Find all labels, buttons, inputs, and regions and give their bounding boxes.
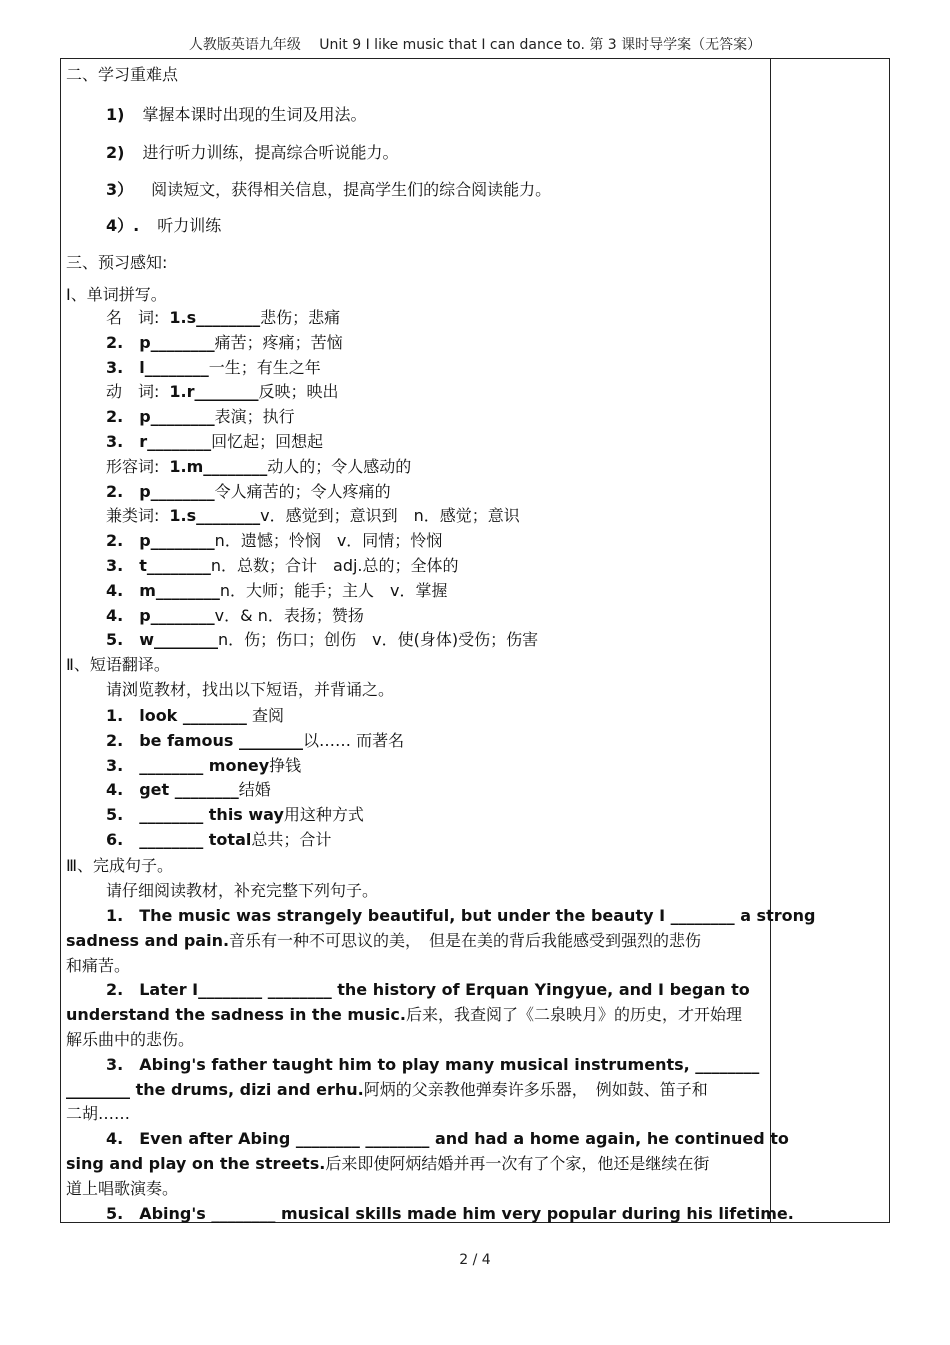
- word-blank: 2. p________: [106, 531, 215, 551]
- phrase-item: [106, 730, 404, 752]
- word-spelling-item: [106, 406, 295, 428]
- sentence-line: [66, 1079, 708, 1101]
- part-title: Ⅱ、短语翻译。: [66, 655, 170, 674]
- phrase-blank: 2. be famous ________: [106, 730, 303, 750]
- word-blank: 3. l________: [106, 357, 209, 377]
- key-point-item: [106, 104, 366, 126]
- word-meaning: 回忆起；回想起: [211, 432, 324, 451]
- word-blank: 2. p________: [106, 332, 215, 352]
- sentence-chinese: 二胡……: [66, 1104, 131, 1124]
- sentence-english: ________ the drums, dizi and erhu.: [66, 1079, 364, 1099]
- sentence-chinese: 解乐曲中的悲伤。: [66, 1030, 195, 1049]
- sentence-line: [66, 955, 130, 977]
- phrase-meaning: 总共；合计: [251, 830, 332, 849]
- word-spelling-item: [106, 307, 340, 329]
- part-title: Ⅲ、完成句子。: [66, 856, 174, 875]
- table-column-divider: [770, 58, 771, 1223]
- part-2-title: [66, 654, 170, 676]
- phrase-item: [106, 755, 301, 777]
- phrase-meaning: 查阅: [246, 706, 284, 725]
- word-blank: 5. w________: [106, 630, 218, 650]
- word-spelling-item: [106, 580, 448, 602]
- section-title: 三、预习感知:: [66, 253, 168, 272]
- part-2-intro: [106, 679, 394, 701]
- item-number: 1): [106, 105, 125, 124]
- phrase-blank: 3. ________ money: [106, 755, 270, 775]
- word-spelling-item: [106, 357, 321, 379]
- word-spelling-item: [106, 481, 391, 503]
- item-text: 掌握本课时出现的生词及用法。: [142, 105, 367, 124]
- sentence-chinese: 音乐有一种不可思议的美， 但是在美的背后我能感受到强烈的悲伤: [229, 930, 702, 950]
- word-blank: 4. m________: [106, 580, 220, 600]
- word-meaning: n．遗憾；怜悯 v．同情；怜悯: [214, 531, 443, 551]
- word-meaning: 痛苦；疼痛；苦恼: [214, 332, 343, 352]
- part-3-title: [66, 855, 173, 877]
- section-3-title: [66, 252, 167, 274]
- item-text: 听力训练: [157, 216, 222, 235]
- word-category: 兼类词:: [106, 506, 160, 526]
- word-meaning: 令人痛苦的；令人疼痛的: [214, 481, 391, 501]
- sentence-english: 1. The music was strangely beautiful, but under the beauty I ________ a strong: [106, 906, 816, 925]
- sentence-english: understand the sadness in the music.: [66, 1005, 406, 1025]
- word-meaning: v．感觉到；意识到 n．感觉；意识: [260, 506, 520, 526]
- word-spelling-item: [106, 505, 520, 527]
- phrase-meaning: 结婚: [238, 780, 271, 800]
- word-blank: 3. r________: [106, 432, 212, 451]
- word-spelling-item: [106, 381, 339, 403]
- page-header: 人教版英语九年级 Unit 9 I like music that I can dance to. 第 3 课时导学案（无答案）: [188, 37, 762, 53]
- word-meaning: 动人的；令人感动的: [267, 456, 412, 476]
- phrase-blank: 1. look ________: [106, 706, 247, 725]
- sentence-chinese: 后来即使阿炳结婚并再一次有了个家，他还是继续在街: [325, 1154, 710, 1173]
- word-spelling-item: [106, 555, 459, 577]
- word-meaning: v．& n．表扬；赞扬: [214, 605, 364, 625]
- sentence-english: 2. Later I________ ________ the history of Erquan Yingyue, and I began to: [106, 980, 750, 1000]
- sentence-line: [66, 1153, 709, 1175]
- sentence-line: [106, 979, 750, 1001]
- word-spelling-item: [106, 456, 411, 478]
- word-blank: 1.s________: [169, 506, 261, 526]
- sentence-english: sing and play on the streets.: [66, 1154, 326, 1173]
- word-meaning: 一生；有生之年: [208, 357, 321, 377]
- word-blank: 2. p________: [106, 481, 215, 501]
- sentence-line: [106, 1128, 789, 1150]
- word-blank: 1.r________: [169, 382, 259, 402]
- sentence-english: sadness and pain.: [66, 930, 230, 950]
- word-blank: 1.m________: [169, 456, 268, 476]
- phrase-meaning: 以…… 而著名: [303, 730, 405, 750]
- part-intro: 请仔细阅读教材，补充完整下列句子。: [106, 881, 379, 900]
- section-2-title: [66, 64, 178, 86]
- phrase-blank: 5. ________ this way: [106, 805, 284, 825]
- key-point-item: [106, 142, 398, 164]
- word-meaning: n．总数；合计 adj.总的；全体的: [210, 556, 459, 575]
- sentence-line: [66, 930, 701, 952]
- phrase-item: [106, 705, 284, 727]
- word-blank: 1.s________: [169, 308, 261, 327]
- phrase-item: [106, 804, 364, 826]
- sentence-english: 3. Abing's father taught him to play many musical instruments, ________: [106, 1054, 760, 1074]
- word-spelling-item: [106, 629, 538, 651]
- sentence-line: [66, 1004, 742, 1026]
- word-meaning: n．伤；伤口；创伤 v．使(身体)受伤；伤害: [218, 630, 539, 650]
- word-spelling-item: [106, 605, 364, 627]
- sentence-chinese: 阿炳的父亲教他弹奏许多乐器， 例如鼓、笛子和: [363, 1079, 708, 1099]
- sentence-english: 5. Abing's ________ musical skills made him very popular during his lifetime.: [106, 1203, 794, 1223]
- item-number: 4）.: [106, 216, 140, 235]
- part-title: Ⅰ、单词拼写。: [66, 285, 167, 304]
- part-intro: 请浏览教材，找出以下短语，并背诵之。: [106, 680, 395, 699]
- sentence-chinese: 道上唱歌演奏。: [66, 1178, 179, 1198]
- word-meaning: 表演；执行: [214, 407, 295, 427]
- page-number: 2 / 4: [459, 1252, 491, 1268]
- item-text: 阅读短文，获得相关信息，提高学生们的综合阅读能力。: [151, 180, 552, 199]
- word-blank: 2. p________: [106, 407, 215, 427]
- item-number: 3）: [106, 180, 134, 199]
- word-category: 名 词:: [106, 308, 160, 327]
- sentence-line: [66, 1178, 178, 1200]
- phrase-meaning: 挣钱: [269, 755, 302, 775]
- sentence-line: [106, 905, 815, 927]
- phrase-meaning: 用这种方式: [283, 805, 364, 825]
- word-category: 形容词:: [106, 456, 160, 476]
- word-spelling-item: [106, 431, 323, 453]
- phrase-blank: 6. ________ total: [106, 830, 252, 849]
- word-category: 动 词:: [106, 382, 160, 402]
- word-meaning: 反映；映出: [258, 382, 339, 402]
- key-point-item: [106, 215, 221, 237]
- sentence-line: [106, 1203, 794, 1225]
- word-spelling-item: [106, 530, 442, 552]
- part-1-title: [66, 284, 167, 306]
- part-3-intro: [106, 880, 378, 902]
- sentence-chinese: 后来，我查阅了《二泉映月》的历史，才开始理: [406, 1005, 743, 1025]
- phrase-blank: 4. get ________: [106, 780, 239, 800]
- sentence-english: 4. Even after Abing ________ ________ and had a home again, he continued to: [106, 1129, 789, 1149]
- sentence-chinese: 和痛苦。: [66, 955, 131, 975]
- phrase-item: [106, 829, 331, 851]
- sentence-line: [106, 1054, 759, 1076]
- word-blank: 4. p________: [106, 605, 215, 625]
- section-title: 二、学习重难点: [66, 65, 179, 84]
- item-text: 进行听力训练，提高综合听说能力。: [142, 143, 399, 162]
- phrase-item: [106, 779, 271, 801]
- word-blank: 3. t________: [106, 556, 211, 575]
- sentence-line: [66, 1103, 130, 1125]
- word-meaning: 悲伤；悲痛: [260, 308, 341, 327]
- sentence-line: [66, 1029, 194, 1051]
- key-point-item: [106, 179, 551, 201]
- item-number: 2): [106, 143, 125, 162]
- word-spelling-item: [106, 332, 343, 354]
- word-meaning: n．大师；能手；主人 v．掌握: [219, 580, 448, 600]
